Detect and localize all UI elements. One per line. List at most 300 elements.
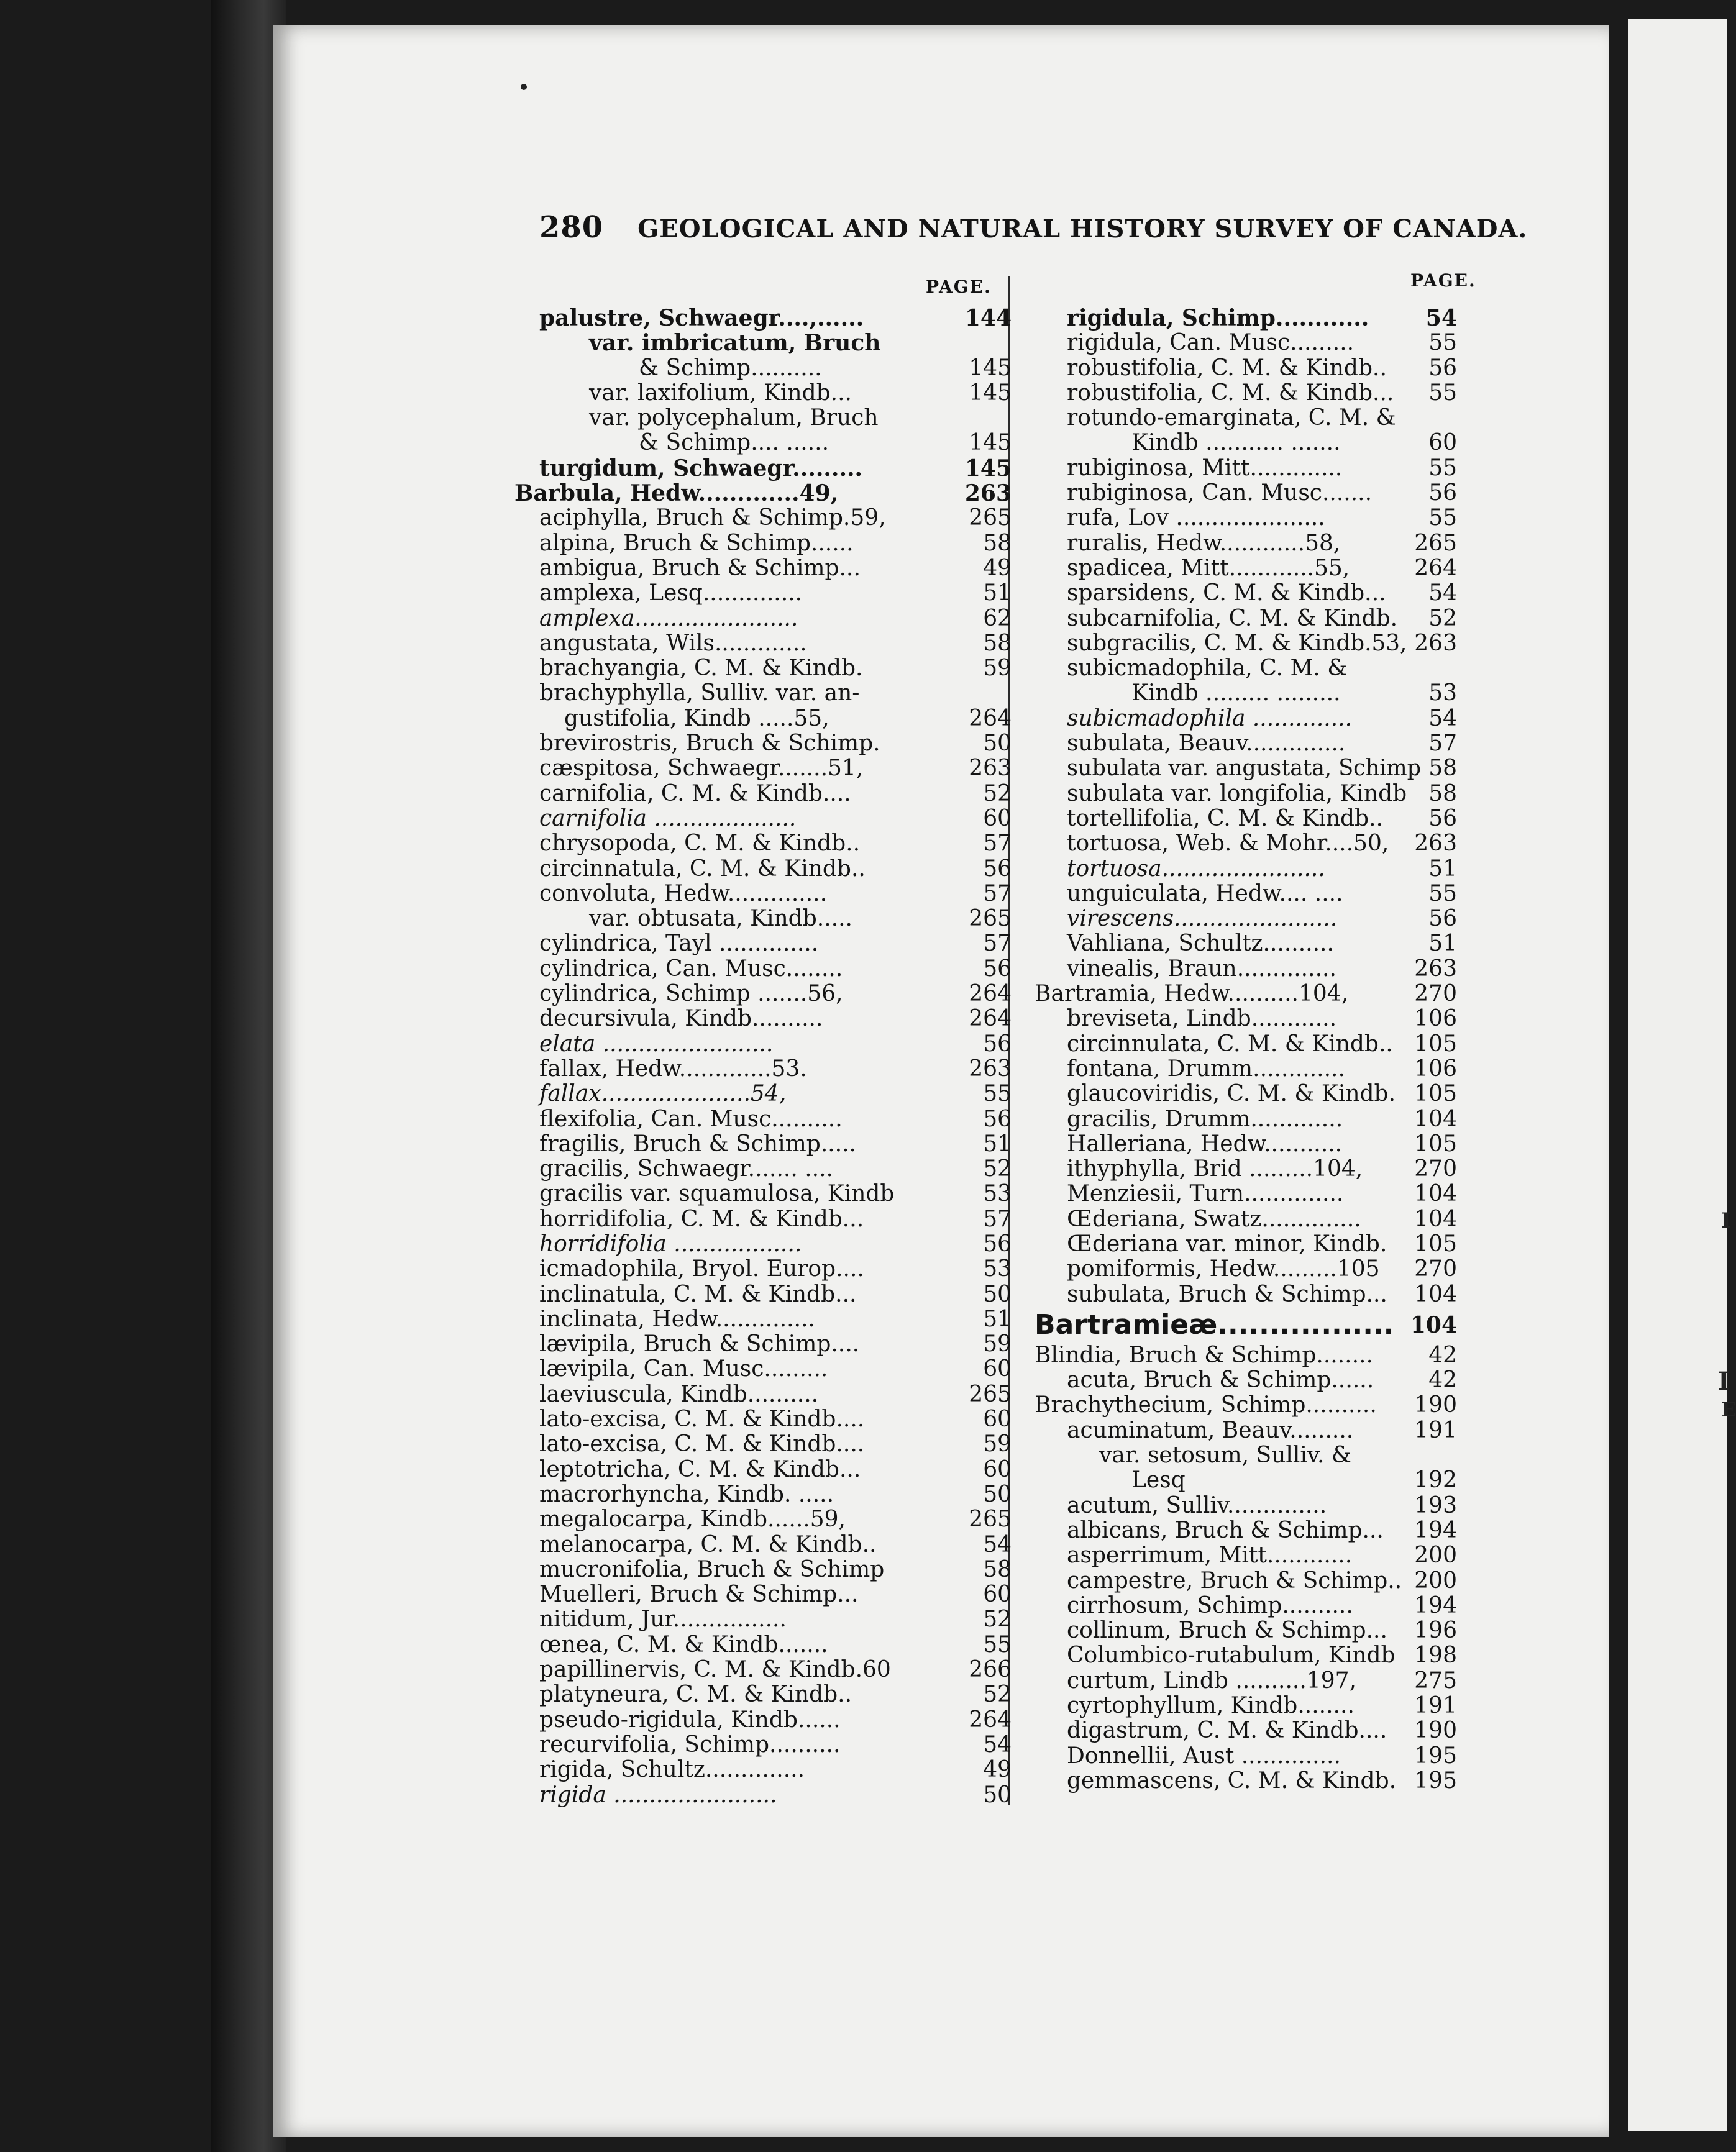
index-entry-page: 60: [983, 805, 1012, 831]
index-entry-page: 52: [983, 780, 1012, 806]
index-entry-text: subicmadophila, C. M. &: [1067, 655, 1348, 682]
index-entry-text: cylindrica, Tayl ..............: [539, 931, 819, 957]
index-entry-text: asperrimum, Mitt............: [1067, 1543, 1353, 1569]
index-entry: [539, 1182, 1012, 1206]
index-entry-text: inclinatula, C. M. & Kindb...: [539, 1281, 857, 1307]
index-entry-page: 105: [1414, 1131, 1457, 1157]
index-entry-page: 105: [1414, 1231, 1457, 1257]
index-entry: [539, 306, 1012, 331]
index-entry-page: 55: [1428, 505, 1457, 531]
index-entry-text: Blindia, Bruch & Schimp........: [1035, 1342, 1373, 1368]
index-entry-page: 60: [1428, 430, 1457, 456]
index-entry-text: tortuosa, Web. & Mohr....50,: [1067, 831, 1389, 857]
index-entry-text: melanocarpa, C. M. & Kindb..: [539, 1531, 877, 1557]
index-entry: [539, 1082, 1012, 1106]
index-entry-text: œnea, C. M. & Kindb.......: [539, 1631, 828, 1657]
index-entry-text: subcarnifolia, C. M. & Kindb.: [1067, 605, 1398, 631]
index-entry-page: 265: [969, 1381, 1012, 1407]
index-entry-page: 55: [1428, 455, 1457, 481]
index-entry: [1035, 731, 1457, 756]
index-entry: [1035, 531, 1457, 556]
index-entry: [539, 456, 1012, 481]
index-entry: [539, 1107, 1012, 1132]
index-entry: [1035, 656, 1457, 681]
index-entry-text: var. imbricatum, Bruch: [589, 330, 881, 357]
index-entry-page: 49: [983, 1757, 1012, 1783]
index-entry-page: 51: [1428, 931, 1457, 957]
index-entry-text: pomiformis, Hedw.........105: [1067, 1256, 1380, 1282]
index-entry-page: 56: [1428, 480, 1457, 506]
index-entry-text: platyneura, C. M. & Kindb..: [539, 1682, 852, 1708]
index-entry-page: 51: [983, 1131, 1012, 1157]
index-entry: [1035, 1032, 1457, 1057]
index-entry-page: 56: [1428, 805, 1457, 831]
index-entry-page: 51: [983, 580, 1012, 606]
index-entry-page: 264: [969, 1006, 1012, 1032]
index-entry: [1035, 1282, 1457, 1307]
index-entry: [1035, 556, 1457, 581]
index-entry-text: fallax, Hedw.............53.: [539, 1055, 807, 1082]
index-entry-text: vinealis, Braun..............: [1067, 955, 1336, 982]
index-entry-page: 265: [969, 505, 1012, 531]
index-entry-page: 60: [983, 1582, 1012, 1608]
index-entry-page: 54: [1425, 305, 1457, 331]
index-entry-page: 270: [1414, 1256, 1457, 1282]
index-entry: [1035, 831, 1457, 856]
index-entry-page: 265: [1414, 530, 1457, 556]
index-entry: [539, 1057, 1012, 1082]
index-entry: [1035, 1257, 1457, 1282]
index-entry-page: 200: [1414, 1543, 1457, 1569]
index-entry-page: 57: [983, 831, 1012, 857]
index-entry-text: Vahliana, Schultz..........: [1067, 931, 1334, 957]
index-entry: [539, 706, 1012, 731]
index-entry: [1035, 1157, 1457, 1182]
index-entry: [539, 1557, 1012, 1582]
index-entry-text: turgidum, Schwaegr.........: [539, 455, 863, 481]
index-entry-page: 54: [1428, 580, 1457, 606]
index-entry: [1035, 1307, 1457, 1343]
page-header: [539, 210, 1528, 247]
right-page-column-label: PAGE.: [1410, 270, 1476, 291]
index-entry-page: 194: [1414, 1592, 1457, 1618]
index-entry-text: Bartramieæ.................: [1035, 1308, 1394, 1341]
page-number: 280: [539, 210, 604, 245]
index-entry-text: robustifolia, C. M. & Kindb...: [1067, 380, 1394, 406]
index-entry: [539, 1132, 1012, 1157]
index-entry: [539, 1582, 1012, 1607]
index-entry-page: 145: [969, 355, 1012, 381]
index-entry-page: 104: [1410, 1311, 1457, 1338]
index-entry-text: horridifolia ..................: [539, 1231, 802, 1257]
index-entry-text: gracilis, Drumm.............: [1067, 1106, 1343, 1132]
index-entry-text: rigidula, Schimp............: [1067, 305, 1369, 331]
index-entry-page: 194: [1414, 1517, 1457, 1543]
index-entry-text: fragilis, Bruch & Schimp.....: [539, 1131, 856, 1157]
index-entry-text: & Schimp.... ......: [639, 430, 829, 456]
index-entry: [539, 1657, 1012, 1682]
index-entry: [1035, 1006, 1457, 1031]
index-entry: [539, 1307, 1012, 1332]
index-entry: [539, 1733, 1012, 1758]
index-entry: [539, 1708, 1012, 1733]
index-entry: [1035, 957, 1457, 982]
index-entry: [539, 857, 1012, 882]
adjacent-page: [1628, 19, 1736, 2131]
index-entry-page: 60: [983, 1356, 1012, 1382]
index-entry: [539, 1357, 1012, 1382]
index-entry-text: digastrum, C. M. & Kindb....: [1067, 1718, 1387, 1744]
index-entry-page: 55: [1428, 880, 1457, 906]
index-entry: [1035, 882, 1457, 906]
index-entry: [539, 1457, 1012, 1482]
index-entry-text: cylindrica, Can. Musc........: [539, 955, 843, 982]
index-entry-text: unguiculata, Hedw.... ....: [1067, 880, 1343, 906]
adjacent-page-fragment: I: [1718, 1367, 1730, 1396]
index-entry-page: 264: [969, 981, 1012, 1007]
index-entry-text: palustre, Schwaegr....,......: [539, 305, 864, 331]
index-entry: [1035, 1769, 1457, 1794]
index-entry-page: 200: [1414, 1567, 1457, 1593]
index-entry-text: nitidum, Jur................: [539, 1607, 787, 1633]
index-entry-text: tortuosa.......................: [1067, 855, 1325, 882]
index-entry-text: amplexa, Lesq..............: [539, 580, 803, 606]
left-index-column: [514, 305, 1012, 1808]
index-entry-text: amplexa.......................: [539, 605, 798, 631]
index-entry-text: mucronifolia, Bruch & Schimp: [539, 1556, 885, 1582]
index-entry-text: laeviuscula, Kindb..........: [539, 1381, 819, 1407]
index-entry: [539, 1507, 1012, 1532]
index-entry-text: recurvifolia, Schimp..........: [539, 1731, 841, 1758]
index-entry: [539, 756, 1012, 781]
index-entry-page: 104: [1414, 1206, 1457, 1232]
index-entry-text: horridifolia, C. M. & Kindb...: [539, 1206, 864, 1232]
index-entry-page: 58: [983, 1556, 1012, 1582]
index-entry-text: gracilis var. squamulosa, Kindb: [539, 1181, 895, 1207]
index-entry-text: cirrhosum, Schimp..........: [1067, 1592, 1353, 1618]
index-entry-text: alpina, Bruch & Schimp......: [539, 530, 854, 556]
index-entry: [1035, 381, 1457, 406]
index-entry-text: var. obtusata, Kindb.....: [589, 906, 852, 932]
index-entry: [539, 1006, 1012, 1031]
index-entry-page: 263: [964, 480, 1012, 507]
index-entry-page: 57: [983, 931, 1012, 957]
index-entry: [1035, 1643, 1457, 1668]
index-entry-text: circinnulata, C. M. & Kindb..: [1067, 1031, 1393, 1057]
index-entry: [1035, 1232, 1457, 1257]
index-entry-page: 58: [983, 630, 1012, 656]
adjacent-page-fragment: I: [1721, 1208, 1731, 1233]
index-entry-text: virescens.......................: [1067, 906, 1338, 932]
index-entry: [1035, 1618, 1457, 1643]
index-entry: [1035, 331, 1457, 355]
index-entry-page: 195: [1414, 1767, 1457, 1794]
index-entry-page: 195: [1414, 1743, 1457, 1769]
index-entry-page: 145: [969, 430, 1012, 456]
index-entry-text: collinum, Bruch & Schimp...: [1067, 1618, 1387, 1644]
index-entry-page: 264: [969, 1707, 1012, 1733]
index-entry: [539, 957, 1012, 982]
index-entry-text: rubiginosa, Mitt.............: [1067, 455, 1343, 481]
index-entry: [539, 1382, 1012, 1407]
index-entry-text: rigida, Schultz..............: [539, 1757, 805, 1783]
index-entry-text: lato-excisa, C. M. & Kindb....: [539, 1407, 865, 1433]
index-entry: [1035, 1468, 1457, 1493]
index-entry-text: icmadophila, Bryol. Europ....: [539, 1256, 864, 1282]
index-entry-text: Menziesii, Turn..............: [1067, 1181, 1344, 1207]
index-entry-page: 265: [969, 1507, 1012, 1533]
index-entry-page: 53: [983, 1181, 1012, 1207]
index-entry: [1035, 1343, 1457, 1368]
index-entry: [539, 1682, 1012, 1707]
index-entry-page: 50: [983, 1281, 1012, 1307]
index-entry: [1035, 1718, 1457, 1743]
index-entry-page: 105: [1414, 1031, 1457, 1057]
index-entry-text: Lesq: [1131, 1467, 1186, 1493]
index-entry: [539, 1758, 1012, 1782]
index-entry: [514, 480, 1012, 507]
index-entry-page: 57: [983, 880, 1012, 906]
index-entry: [1035, 1368, 1457, 1393]
index-entry-text: brachyangia, C. M. & Kindb.: [539, 655, 863, 682]
index-entry: [1035, 1182, 1457, 1206]
index-entry-page: 55: [1428, 380, 1457, 406]
index-entry: [539, 931, 1012, 956]
index-entry-text: rigida .......................: [539, 1782, 777, 1808]
index-entry: [1035, 857, 1457, 882]
index-entry: [539, 356, 1012, 381]
index-entry-text: spadicea, Mitt............55,: [1067, 555, 1350, 581]
index-entry-text: Kindb ......... .........: [1131, 680, 1341, 706]
index-entry-page: 62: [983, 605, 1012, 631]
index-entry: [539, 656, 1012, 681]
index-entry-text: gemmascens, C. M. & Kindb.: [1067, 1767, 1397, 1794]
index-entry: [1035, 756, 1457, 781]
index-entry-text: flexifolia, Can. Musc..........: [539, 1106, 843, 1132]
index-entry-text: cæspitosa, Schwaegr.......51,: [539, 755, 864, 782]
index-entry-text: subulata, Bruch & Schimp...: [1067, 1281, 1387, 1307]
index-entry-page: 266: [969, 1657, 1012, 1683]
index-entry: [1035, 581, 1457, 606]
index-entry-page: 57: [1428, 731, 1457, 757]
index-entry-page: 54: [983, 1731, 1012, 1758]
index-entry-text: & Schimp..........: [639, 355, 822, 381]
index-entry: [539, 1257, 1012, 1282]
index-entry-text: leptotricha, C. M. & Kindb...: [539, 1456, 861, 1482]
index-entry-text: cyrtophyllum, Kindb........: [1067, 1693, 1355, 1719]
index-entry-text: robustifolia, C. M. & Kindb..: [1067, 355, 1387, 381]
index-entry-page: 264: [1414, 555, 1457, 581]
index-entry-text: carnifolia ....................: [539, 805, 797, 831]
index-entry-text: ambigua, Bruch & Schimp...: [539, 555, 861, 581]
index-entry-text: subulata var. angustata, Schimp: [1067, 755, 1421, 782]
index-entry: [539, 1157, 1012, 1182]
index-entry-page: 56: [983, 955, 1012, 982]
index-entry-page: 263: [1414, 831, 1457, 857]
index-entry: [1035, 1518, 1457, 1543]
index-entry-text: campestre, Bruch & Schimp..: [1067, 1567, 1402, 1593]
index-entry-page: 50: [983, 731, 1012, 757]
index-entry-page: 59: [983, 1331, 1012, 1357]
index-entry-text: carnifolia, C. M. & Kindb....: [539, 780, 851, 806]
index-entry-page: 53: [983, 1256, 1012, 1282]
index-entry-page: 50: [983, 1481, 1012, 1507]
index-entry: [1035, 681, 1457, 706]
index-entry-page: 51: [1428, 855, 1457, 882]
index-entry-text: pseudo-rigidula, Kindb......: [539, 1707, 841, 1733]
index-entry-text: brachyphylla, Sulliv. var. an-: [539, 680, 860, 706]
index-entry: [1035, 806, 1457, 831]
index-entry-text: fallax.....................54,: [539, 1081, 787, 1107]
left-margin-mark: [37, 211, 46, 236]
index-entry-text: Muelleri, Bruch & Schimp...: [539, 1582, 859, 1608]
index-entry-text: Barbula, Hedw.............49,: [514, 480, 839, 507]
index-entry: [539, 782, 1012, 806]
index-entry: [539, 556, 1012, 581]
index-entry: [1035, 1543, 1457, 1568]
index-entry-page: 51: [983, 1306, 1012, 1332]
index-entry-page: 145: [969, 380, 1012, 406]
index-entry-text: Bartramia, Hedw..........104,: [1035, 981, 1349, 1007]
index-entry-page: 106: [1414, 1006, 1457, 1032]
index-entry: [1035, 456, 1457, 481]
index-entry-page: 145: [964, 455, 1012, 481]
index-entry-text: Donnellii, Aust ..............: [1067, 1743, 1341, 1769]
adjacent-page-fragment: E: [1721, 1398, 1736, 1421]
index-entry: [1035, 506, 1457, 531]
index-entry: [539, 1607, 1012, 1632]
index-entry: [539, 1282, 1012, 1307]
index-entry: [539, 982, 1012, 1006]
index-entry-page: 57: [983, 1206, 1012, 1232]
index-entry-text: macrorhyncha, Kindb. .....: [539, 1481, 834, 1507]
index-entry: [539, 806, 1012, 831]
index-entry-text: Œderiana var. minor, Kindb.: [1067, 1231, 1387, 1257]
index-entry: [1035, 706, 1457, 731]
index-entry-text: aciphylla, Bruch & Schimp.59,: [539, 505, 886, 531]
index-entry: [1035, 1569, 1457, 1593]
index-entry: [1035, 906, 1457, 931]
index-entry-page: 59: [983, 1431, 1012, 1457]
index-entry-page: 55: [983, 1631, 1012, 1657]
index-entry-page: 104: [1414, 1181, 1457, 1207]
index-entry: [539, 1207, 1012, 1232]
index-entry-text: rubiginosa, Can. Musc.......: [1067, 480, 1373, 506]
index-entry-page: 53: [1428, 680, 1457, 706]
index-entry-text: subulata, Beauv..............: [1067, 731, 1346, 757]
index-entry: [539, 631, 1012, 656]
index-entry-text: Columbico-rutabulum, Kindb: [1067, 1643, 1396, 1669]
index-entry: [1035, 1057, 1457, 1082]
index-entry-text: lævipila, Can. Musc.........: [539, 1356, 828, 1382]
index-entry-page: 52: [983, 1607, 1012, 1633]
index-entry: [1035, 406, 1457, 431]
index-entry-page: 52: [1428, 605, 1457, 631]
index-entry-text: Brachythecium, Schimp..........: [1035, 1392, 1377, 1418]
index-entry-page: 104: [1414, 1281, 1457, 1307]
index-entry-text: albicans, Bruch & Schimp...: [1067, 1517, 1384, 1543]
index-entry-text: brevirostris, Bruch & Schimp.: [539, 731, 880, 757]
ink-speck: [521, 84, 527, 90]
index-entry-page: 270: [1414, 981, 1457, 1007]
left-page-column-label: PAGE.: [926, 276, 992, 297]
index-entry: [1035, 1132, 1457, 1157]
index-entry-text: var. laxifolium, Kindb...: [589, 380, 852, 406]
index-entry-page: 191: [1414, 1693, 1457, 1719]
index-entry: [539, 381, 1012, 406]
index-entry-page: 49: [983, 555, 1012, 581]
index-entry-page: 263: [1414, 630, 1457, 656]
index-entry-text: acutum, Sulliv..............: [1067, 1492, 1327, 1518]
index-entry-text: glaucoviridis, C. M. & Kindb.: [1067, 1081, 1396, 1107]
index-entry: [539, 1783, 1012, 1808]
index-entry-page: 52: [983, 1682, 1012, 1708]
index-entry-text: rigidula, Can. Musc.........: [1067, 330, 1355, 356]
index-entry-text: sparsidens, C. M. & Kindb...: [1067, 580, 1386, 606]
index-entry: [539, 831, 1012, 856]
index-entry-page: 275: [1414, 1667, 1457, 1694]
index-entry-page: 263: [969, 1055, 1012, 1082]
index-entry: [1035, 631, 1457, 656]
index-entry-text: decursivula, Kindb..........: [539, 1006, 823, 1032]
index-entry: [1035, 1107, 1457, 1132]
index-entry: [539, 1032, 1012, 1057]
index-entry-page: 56: [983, 855, 1012, 882]
index-entry: [539, 531, 1012, 556]
index-entry-page: 191: [1414, 1417, 1457, 1443]
index-entry-text: gracilis, Schwaegr....... ....: [539, 1156, 833, 1182]
index-entry: [539, 882, 1012, 906]
index-entry: [539, 1482, 1012, 1507]
index-entry-text: elata ........................: [539, 1031, 774, 1057]
index-entry-page: 56: [983, 1231, 1012, 1257]
index-entry: [539, 1633, 1012, 1657]
index-entry-text: var. polycephalum, Bruch: [589, 405, 879, 431]
index-entry-page: 54: [1428, 705, 1457, 731]
index-entry-text: tortellifolia, C. M. & Kindb..: [1067, 805, 1383, 831]
index-entry: [1035, 1694, 1457, 1718]
index-entry-text: Œderiana, Swatz..............: [1067, 1206, 1361, 1232]
index-entry-page: 192: [1414, 1467, 1457, 1493]
index-entry-page: 58: [983, 530, 1012, 556]
right-index-column: [1035, 306, 1457, 1794]
index-entry-page: 58: [1428, 755, 1457, 782]
index-entry-page: 54: [983, 1531, 1012, 1557]
index-entry-text: Kindb ........... .......: [1131, 430, 1341, 456]
index-entry: [539, 906, 1012, 931]
index-entry-text: curtum, Lindb ..........197,: [1067, 1667, 1356, 1694]
index-entry: [1035, 481, 1457, 506]
index-entry: [539, 406, 1012, 431]
index-entry: [539, 731, 1012, 756]
index-entry-page: 104: [1414, 1106, 1457, 1132]
index-entry-page: 52: [983, 1156, 1012, 1182]
index-entry-text: gustifolia, Kindb .....55,: [564, 705, 829, 731]
index-entry-page: 56: [1428, 906, 1457, 932]
index-entry-text: angustata, Wils.............: [539, 630, 807, 656]
index-entry-text: var. setosum, Sulliv. &: [1099, 1443, 1351, 1469]
index-entry: [1035, 1393, 1457, 1418]
index-entry-text: subicmadophila ..............: [1067, 705, 1353, 731]
index-entry: [1035, 606, 1457, 631]
index-entry-page: 190: [1414, 1718, 1457, 1744]
index-entry-page: 60: [983, 1456, 1012, 1482]
index-entry-page: 144: [964, 305, 1012, 331]
index-entry: [1035, 1082, 1457, 1106]
index-entry: [1035, 1418, 1457, 1443]
index-entry-page: 106: [1414, 1055, 1457, 1082]
index-entry: [1035, 1493, 1457, 1518]
